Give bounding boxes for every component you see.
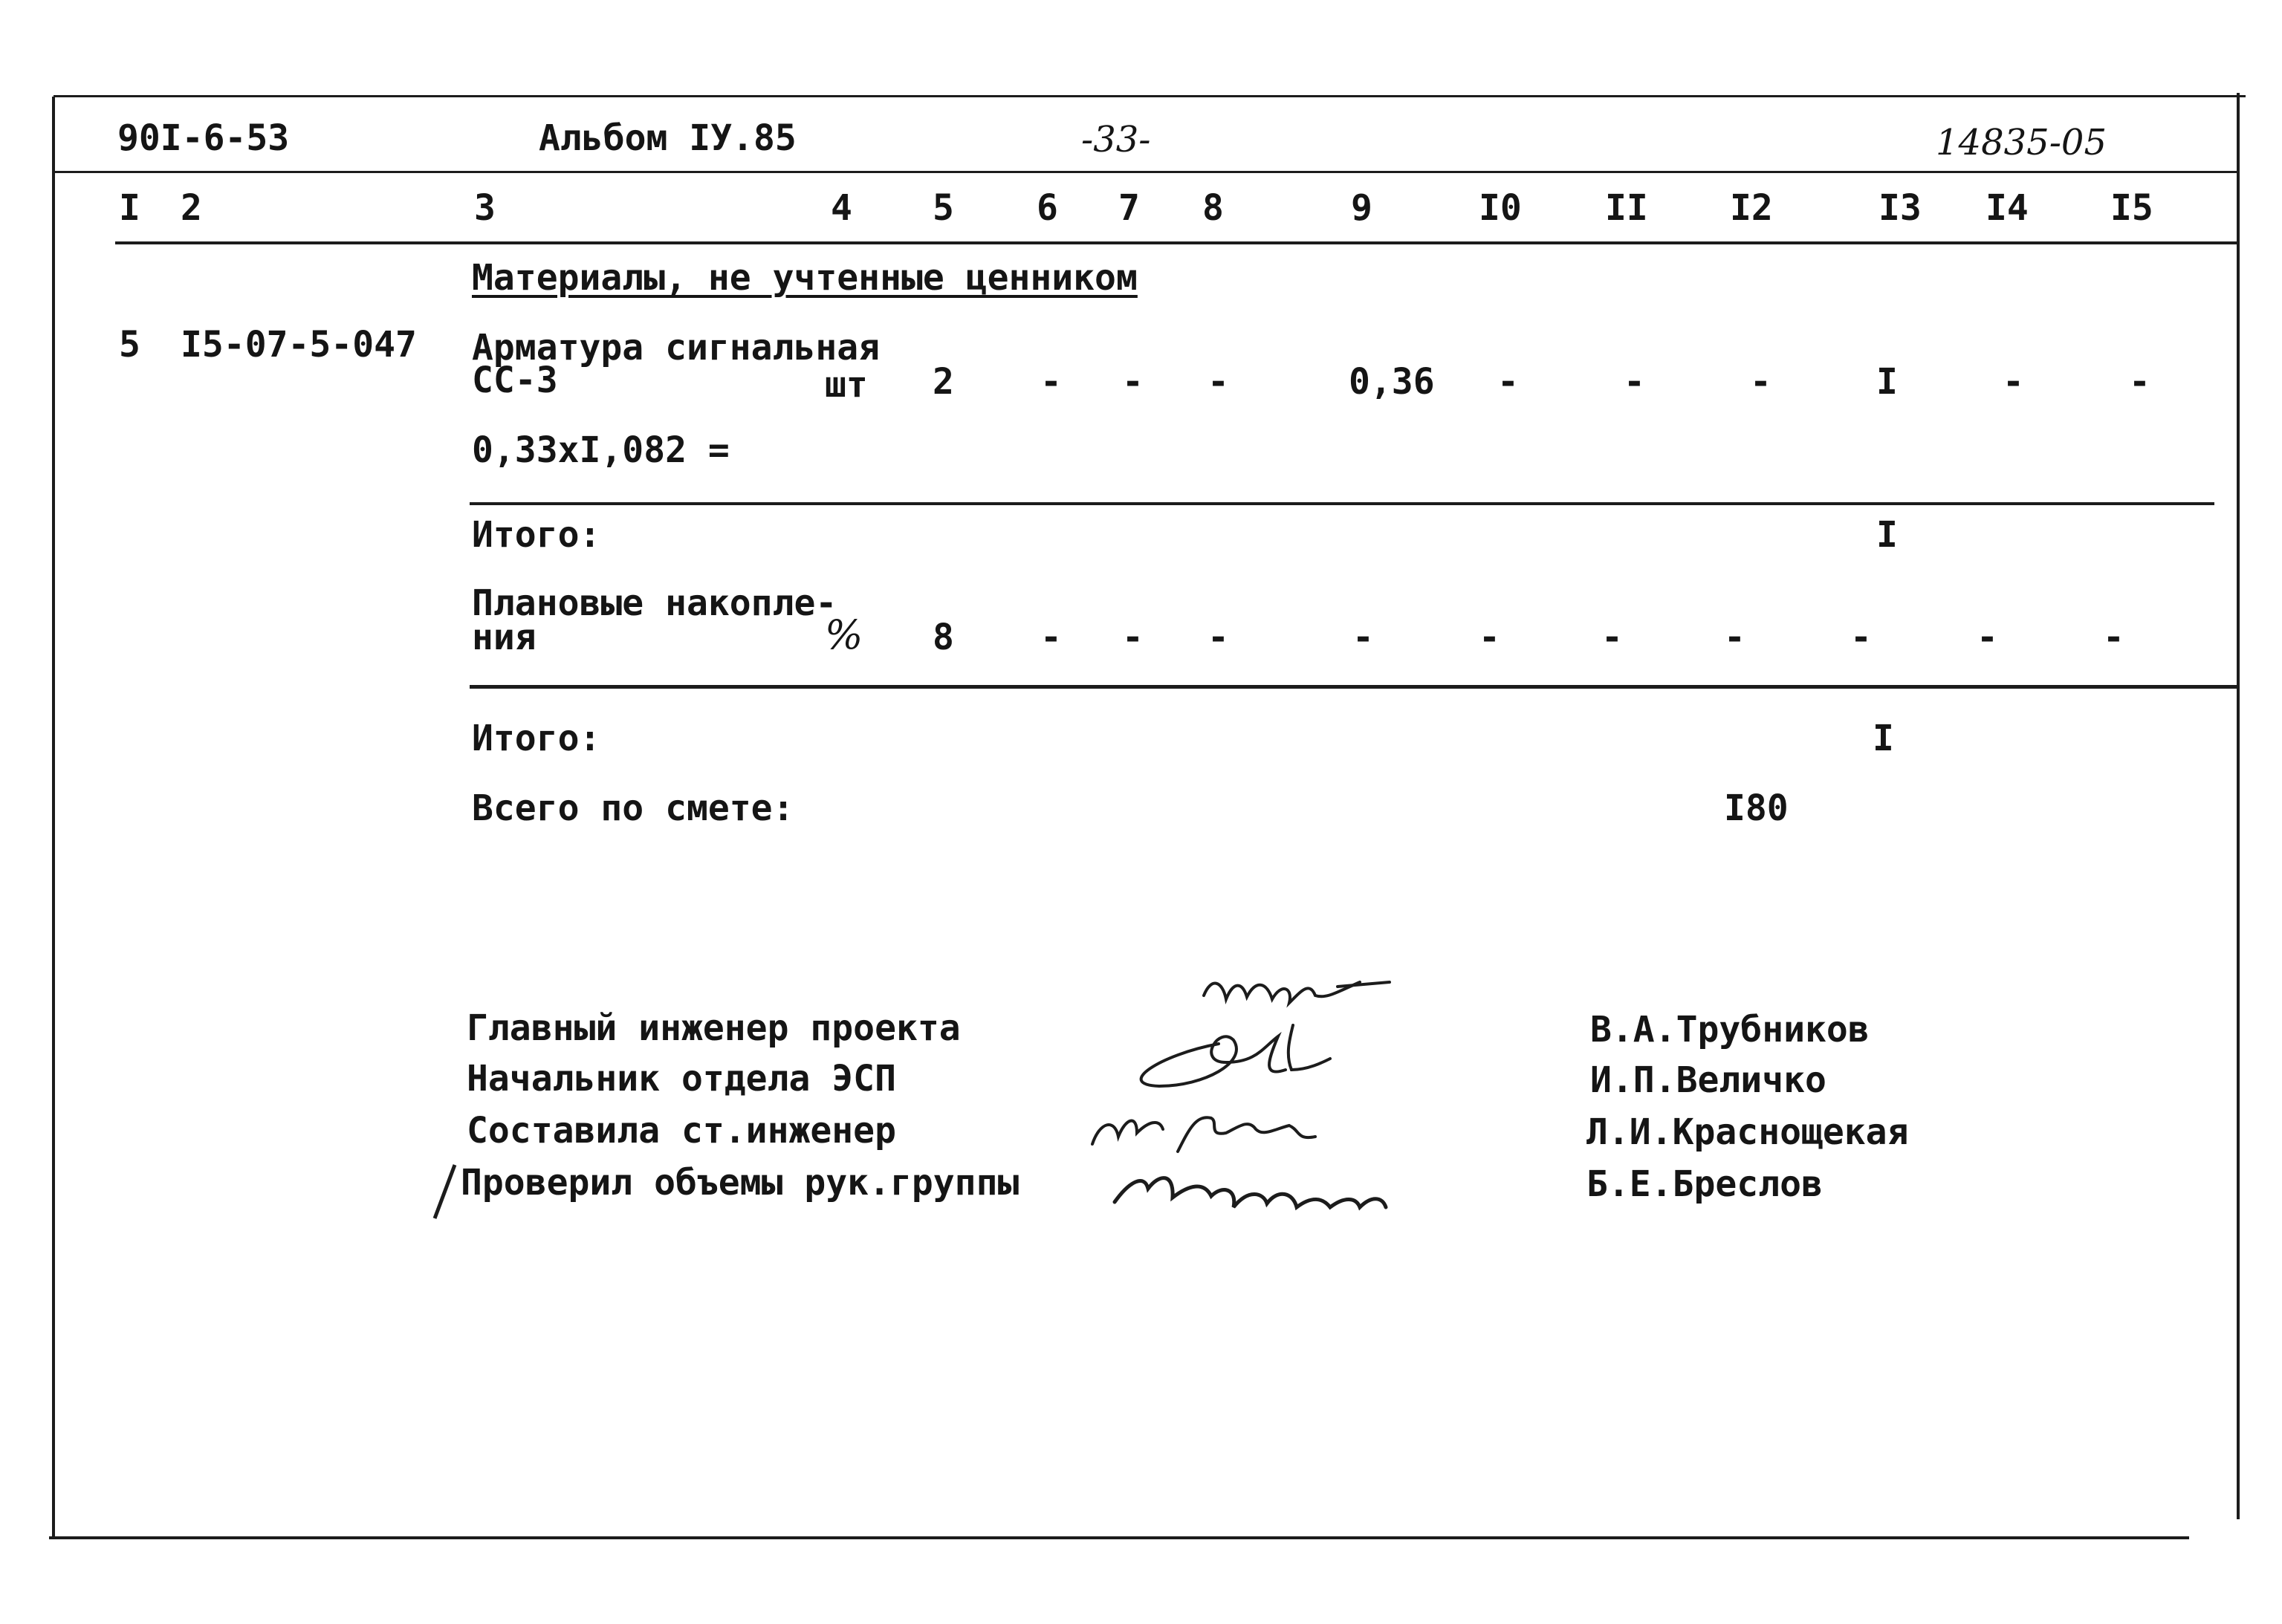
- column-number: II: [1605, 187, 1648, 229]
- overhead-cell-8: -: [1208, 617, 1229, 658]
- column-number: 5: [933, 187, 954, 229]
- column-number: I4: [1986, 187, 2029, 229]
- row-cell-14: -: [2003, 361, 2024, 403]
- overhead-cell-13: -: [1850, 617, 1872, 658]
- row-qty: 2: [933, 361, 954, 403]
- handwritten-signature-krasnoshchekaya: [1092, 1117, 1315, 1152]
- row-name-line1: Арматура сигнальная: [472, 327, 881, 368]
- signature-role: Главный инженер проекта: [467, 1007, 961, 1049]
- overhead-cell-7: -: [1122, 617, 1144, 658]
- row-cell-6: -: [1040, 361, 1062, 403]
- overhead-cell-6: -: [1040, 617, 1062, 658]
- column-number: 3: [474, 187, 496, 229]
- handwritten-signature-breslov: [1115, 1178, 1386, 1207]
- row-cell-15: -: [2129, 361, 2150, 403]
- signature-name: В.А.Трубников: [1590, 1009, 1870, 1050]
- overhead-cell-11: -: [1601, 617, 1623, 658]
- row-cell-7: -: [1122, 361, 1144, 403]
- column-number: I2: [1730, 187, 1773, 229]
- subtotal-label: Итого:: [472, 718, 601, 759]
- overhead-cell-9: -: [1352, 617, 1374, 658]
- signature-name: Б.Е.Бреслов: [1586, 1163, 1823, 1205]
- column-number: 7: [1118, 187, 1140, 229]
- section-title: Материалы, не учтенные ценником: [472, 257, 1138, 299]
- row-cell-11: -: [1624, 361, 1645, 403]
- row-cell-8: -: [1208, 361, 1229, 403]
- overhead-cell-12: -: [1724, 617, 1745, 658]
- column-number: I3: [1879, 187, 1922, 229]
- row-unit: шт: [825, 364, 868, 406]
- row-code: I5-07-5-047: [181, 324, 417, 366]
- handwritten-signature-ivanov: [1204, 982, 1390, 1003]
- column-number: 9: [1351, 187, 1372, 229]
- grand-total-value: I80: [1724, 787, 1789, 829]
- row-number: 5: [119, 324, 140, 366]
- row-cell-13: I: [1876, 361, 1898, 403]
- column-number: I0: [1479, 187, 1522, 229]
- column-number: 2: [181, 187, 202, 229]
- column-number: I5: [2110, 187, 2153, 229]
- subtotal-value: I: [1876, 514, 1898, 556]
- row-name-line2: СС-3: [472, 360, 558, 401]
- signature-role: Проверил объемы рук.группы: [461, 1162, 1020, 1204]
- column-number: 8: [1202, 187, 1224, 229]
- signature-role: Начальник отдела ЭСП: [467, 1058, 896, 1100]
- signature-name: И.П.Величко: [1590, 1059, 1826, 1101]
- overhead-qty: 8: [933, 617, 954, 658]
- overhead-cell-14: -: [1977, 617, 1998, 658]
- grand-total-label: Всего по смете:: [472, 787, 794, 829]
- overhead-label-line1: Плановые накопле-: [472, 582, 837, 624]
- inventory-number: 14835-05: [1936, 122, 2107, 163]
- doc-code: 90I-6-53: [117, 117, 290, 159]
- column-number: I: [119, 187, 140, 229]
- page-number: -33-: [1081, 119, 1151, 160]
- column-number: 4: [831, 187, 852, 229]
- album-label: Альбом IУ.85: [539, 117, 797, 159]
- row-price: 0,36: [1349, 361, 1435, 403]
- signature-name: Л.И.Краснощекая: [1586, 1111, 1909, 1153]
- row-cell-12: -: [1750, 361, 1772, 403]
- overhead-unit: %: [825, 611, 863, 658]
- subtotal-value: I: [1873, 718, 1894, 759]
- overhead-cell-10: -: [1479, 617, 1500, 658]
- subtotal-label: Итого:: [472, 514, 601, 556]
- overhead-cell-15: -: [2103, 617, 2124, 658]
- check-slash: [435, 1165, 455, 1218]
- row-cell-10: -: [1497, 361, 1519, 403]
- handwritten-signature-velichko: [1141, 1025, 1330, 1086]
- overhead-label-line2: ния: [472, 617, 537, 658]
- signature-role: Составила ст.инженер: [467, 1110, 896, 1152]
- column-number: 6: [1037, 187, 1058, 229]
- row-formula: 0,33xI,082 =: [472, 429, 730, 471]
